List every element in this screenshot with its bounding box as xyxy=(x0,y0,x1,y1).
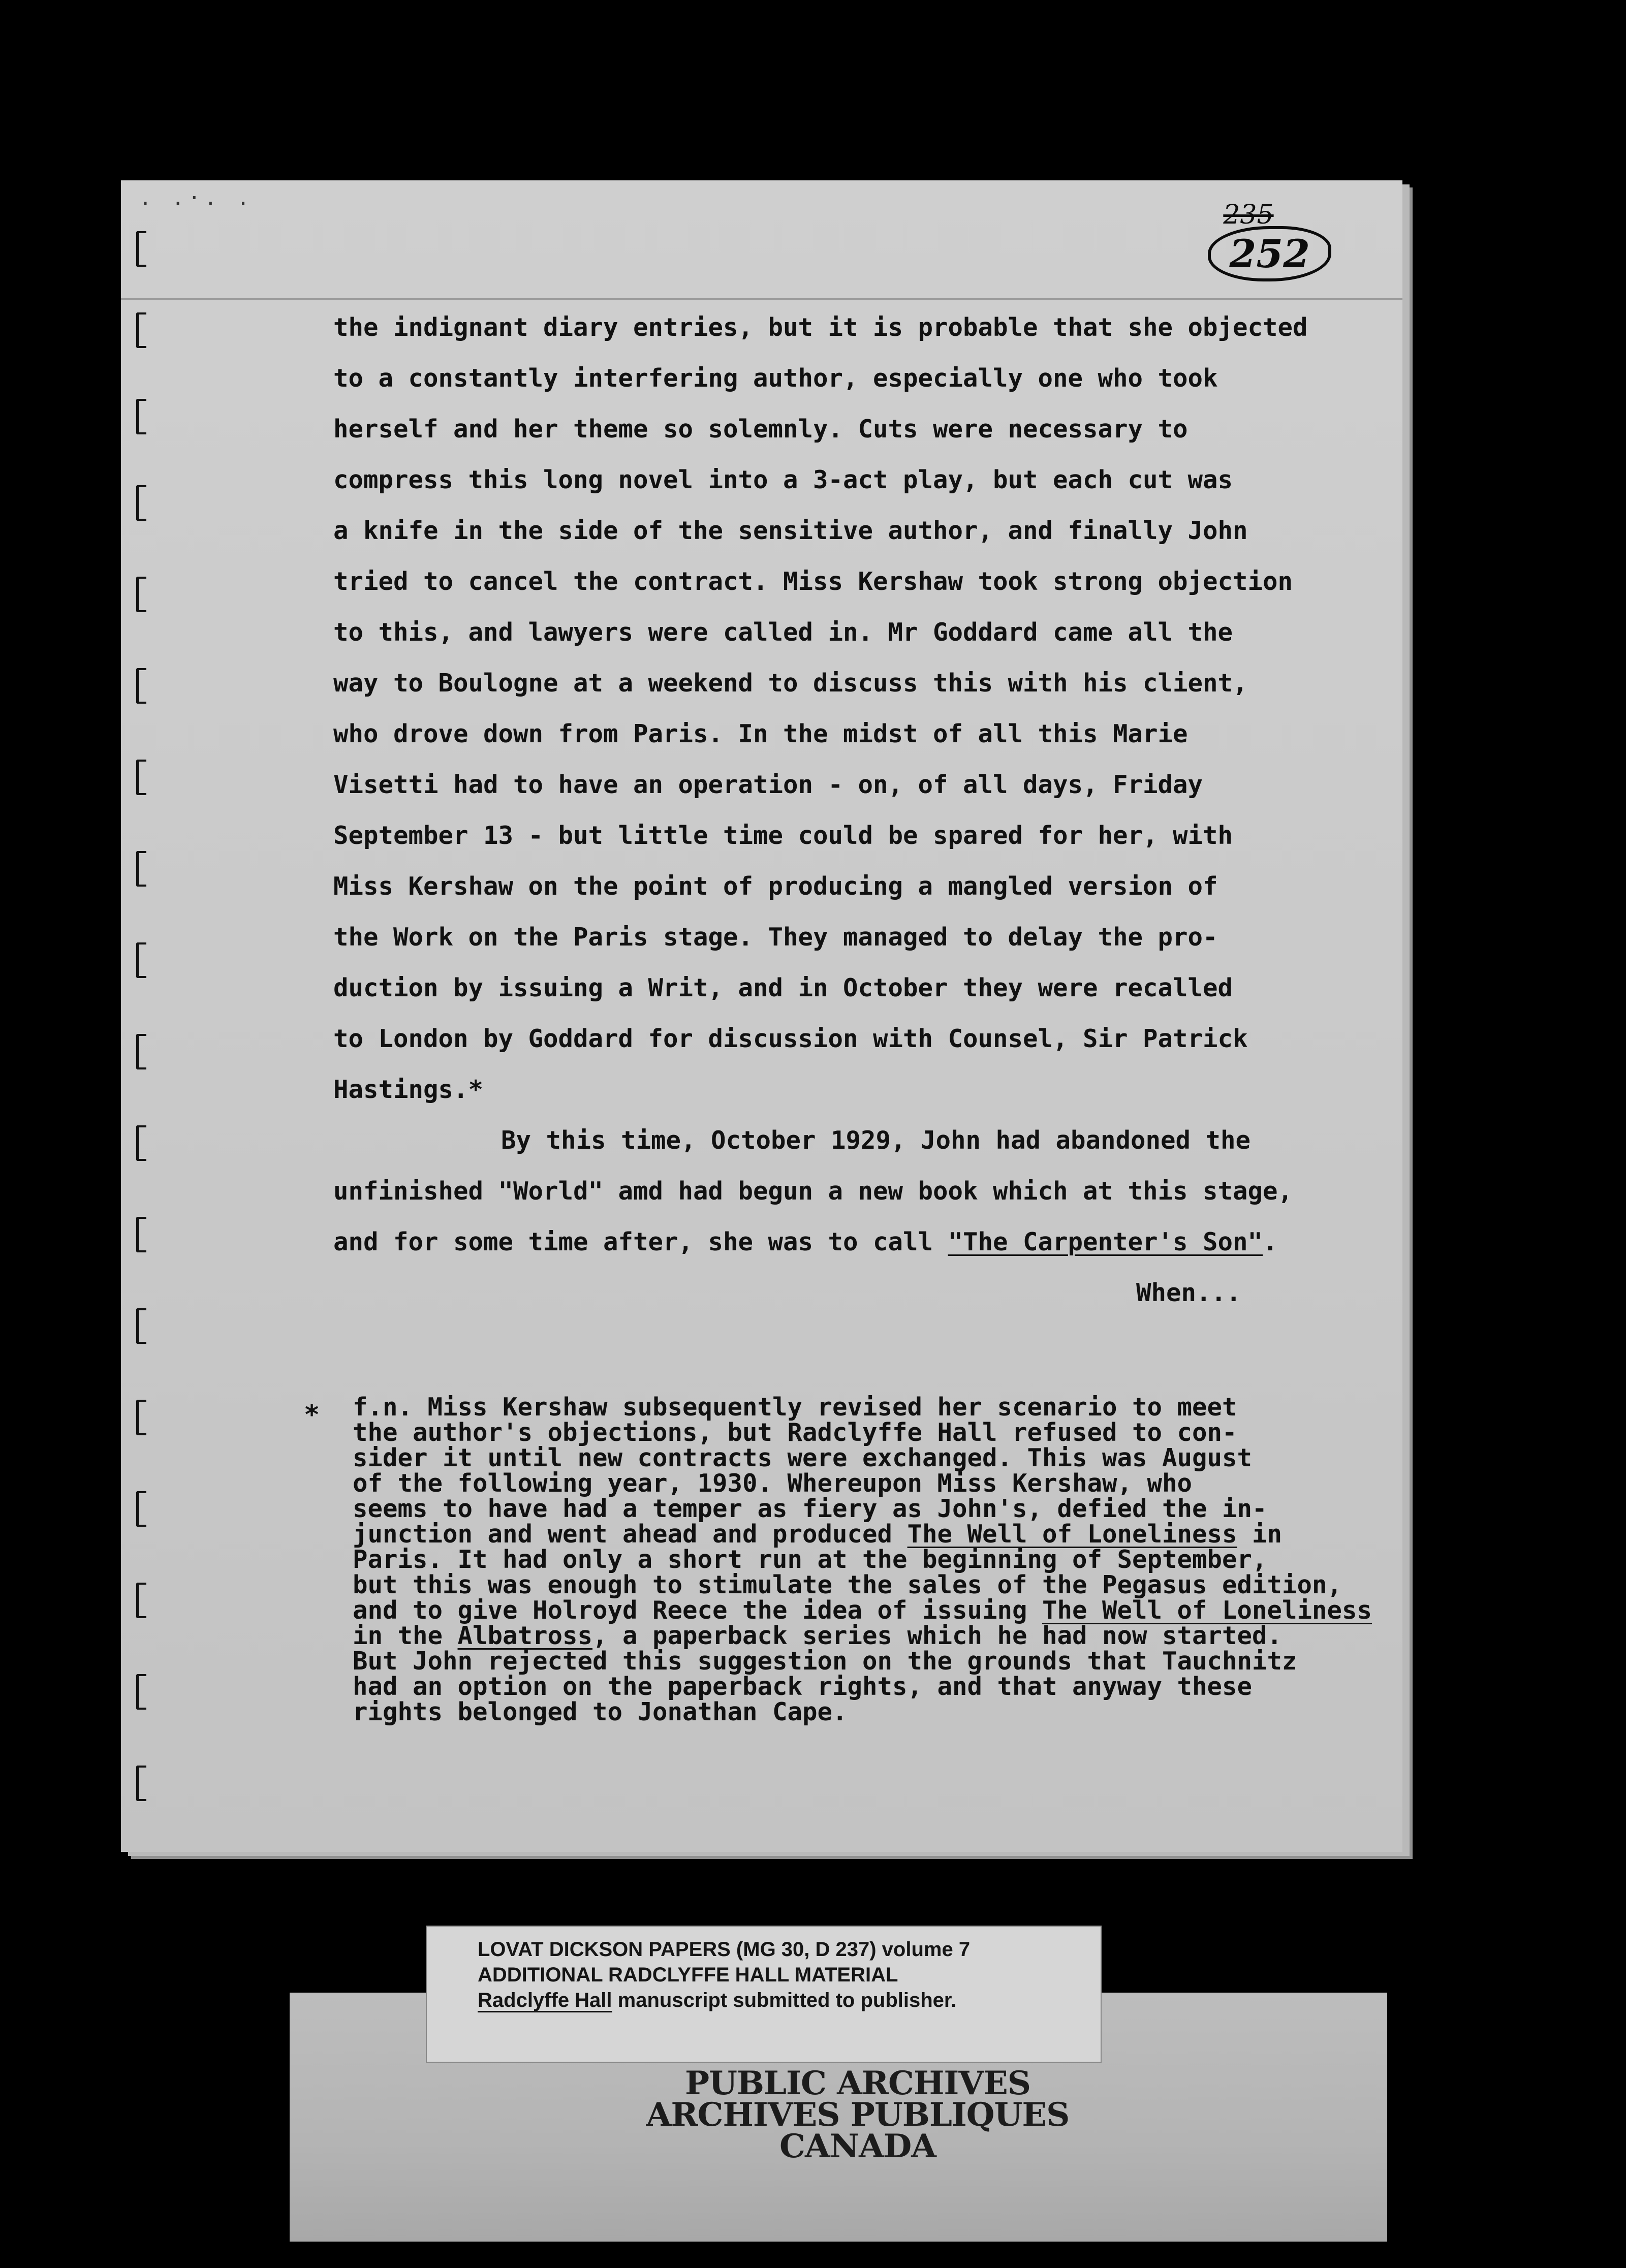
text-line: way to Boulogne at a weekend to discuss this with his client, xyxy=(333,669,1248,698)
text-line: Miss Kershaw on the point of producing a mangled version of xyxy=(333,872,1218,901)
catchword: When... xyxy=(1136,1278,1241,1307)
text-line: a knife in the side of the sensitive author, and finally John xyxy=(333,516,1248,545)
footnote-line: seems to have had a temper as fiery as John's, defied the in- xyxy=(353,1494,1267,1523)
text-line: the Work on the Paris stage. They managed to delay the pro- xyxy=(333,923,1218,952)
footnote-line: of the following year, 1930. Whereupon Miss Kershaw, who xyxy=(353,1469,1193,1498)
text-fragment: in xyxy=(1237,1520,1283,1549)
text-line: Hastings.* xyxy=(333,1075,484,1104)
text-line: Visetti had to have an operation - on, of all days, Friday xyxy=(333,770,1203,799)
binding-mark xyxy=(136,1217,146,1252)
text-line: September 13 - but little time could be spared for her, with xyxy=(333,821,1233,850)
label-line xyxy=(478,1988,1101,2013)
series-title: Albatross xyxy=(457,1621,593,1650)
label-line: LOVAT DICKSON PAPERS (MG 30, D 237) volume 7 xyxy=(478,1938,971,1961)
archives-stamp-text xyxy=(426,2064,1290,2220)
body-text xyxy=(333,302,1421,1318)
text-line: By this time, October 1929, John had abandoned the xyxy=(501,1126,1251,1155)
text-fragment: and to give Holroyd Reece the idea of issuing xyxy=(353,1596,1043,1625)
binding-mark xyxy=(136,668,146,704)
footnote-line: rights belonged to Jonathan Cape. xyxy=(353,1697,848,1726)
footnote-line: sider it until new contracts were exchanged. This was August xyxy=(353,1443,1253,1472)
footnote-line: but this was enough to stimulate the sales of the Pegasus edition, xyxy=(353,1570,1342,1599)
label-fragment: manuscript submitted to publisher. xyxy=(612,1989,957,2011)
text-line: unfinished "World" amd had begun a new book which at this stage, xyxy=(333,1177,1293,1206)
text-line: who drove down from Paris. In the midst of all this Marie xyxy=(333,719,1188,748)
text-line: tried to cancel the contract. Miss Kershaw took strong objection xyxy=(333,567,1293,596)
typescript-page xyxy=(121,180,1402,1852)
footnote-line: Paris. It had only a short run at the beginning of September, xyxy=(353,1545,1267,1574)
footnote-marker: * xyxy=(304,1400,320,1430)
text-fragment: . xyxy=(1263,1227,1278,1256)
page-number xyxy=(1208,200,1331,281)
binding-mark xyxy=(136,1308,146,1344)
binding-mark xyxy=(136,1034,146,1069)
footnote-line: had an option on the paperback rights, and that anyway these xyxy=(353,1672,1253,1701)
binding-mark xyxy=(136,1766,146,1801)
footnote xyxy=(353,1395,1399,1725)
label-line: ADDITIONAL RADCLYFFE HALL MATERIAL xyxy=(478,1964,898,1986)
binding-mark xyxy=(136,1400,146,1435)
text-fragment: junction and went ahead and produced xyxy=(353,1520,908,1549)
book-title: The Well of Loneliness xyxy=(907,1520,1237,1549)
stamp-line: PUBLIC ARCHIVES xyxy=(684,2064,1031,2102)
binding-mark xyxy=(136,851,146,887)
text-fragment: and for some time after, she was to call xyxy=(333,1227,948,1256)
footnote-line: But John rejected this suggestion on the grounds that Tauchnitz xyxy=(353,1647,1297,1676)
page-number-circled: 252 xyxy=(1208,226,1331,281)
binding-mark xyxy=(136,577,146,612)
paper-specks: . .·. . xyxy=(139,186,254,210)
stamp-line: ARCHIVES PUBLIQUES xyxy=(646,2096,1070,2134)
binding-mark xyxy=(136,942,146,978)
page-rule xyxy=(121,298,1402,300)
text-line: the indignant diary entries, but it is probable that she objected xyxy=(333,313,1308,342)
stamp-line: CANADA xyxy=(779,2127,936,2165)
binding-mark xyxy=(136,312,146,348)
binding-mark xyxy=(136,760,146,795)
text-fragment: in the xyxy=(353,1621,458,1650)
footnote-line xyxy=(353,1522,1399,1547)
binding-mark xyxy=(136,399,146,434)
page-number-struck: 235 xyxy=(1223,200,1274,230)
binding-mark xyxy=(136,1583,146,1618)
binding-mark xyxy=(136,485,146,521)
label-author: Radclyffe Hall xyxy=(478,1989,612,2011)
text-line: to a constantly interfering author, especially one who took xyxy=(333,364,1218,393)
text-line xyxy=(333,1217,1421,1268)
footnote-line: the author's objections, but Radclyffe Hall refused to con- xyxy=(353,1418,1237,1447)
binding-mark xyxy=(136,1125,146,1161)
footnote-line xyxy=(353,1598,1399,1623)
text-fragment: , a paperback series which he had now started. xyxy=(592,1621,1283,1650)
text-line: duction by issuing a Writ, and in October they were recalled xyxy=(333,973,1233,1002)
book-title: "The Carpenter's Son" xyxy=(948,1227,1263,1256)
footnote-line xyxy=(353,1623,1399,1649)
text-line: compress this long novel into a 3-act play, but each cut was xyxy=(333,465,1233,494)
text-line: herself and her theme so solemnly. Cuts were necessary to xyxy=(333,415,1188,444)
binding-mark xyxy=(136,1491,146,1527)
binding-holes xyxy=(136,231,162,1857)
book-title: The Well of Loneliness xyxy=(1042,1596,1372,1625)
text-line: to London by Goddard for discussion with Counsel, Sir Patrick xyxy=(333,1024,1248,1053)
text-line: to this, and lawyers were called in. Mr Goddard came all the xyxy=(333,618,1233,647)
footnote-line: f.n. Miss Kershaw subsequently revised her scenario to meet xyxy=(353,1393,1237,1422)
collection-label xyxy=(426,1926,1102,2063)
binding-mark xyxy=(136,1674,146,1710)
binding-mark xyxy=(136,231,146,267)
